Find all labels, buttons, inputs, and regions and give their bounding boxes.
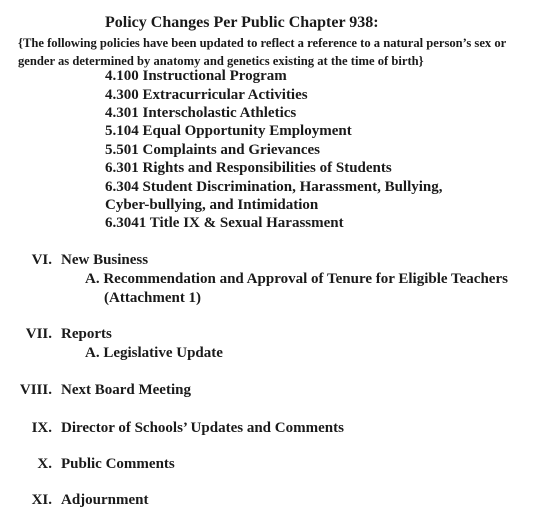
section-number: VI.	[31, 252, 52, 268]
section-number: X.	[37, 456, 52, 472]
policy-item: 6.304 Student Discrimination, Harassment, Bullying,	[105, 179, 443, 195]
section-title-adjournment: Adjournment	[61, 492, 149, 508]
policy-item: 4.300 Extracurricular Activities	[105, 87, 308, 103]
section-number: IX.	[31, 420, 52, 436]
section-number: VII.	[25, 326, 52, 342]
section-subitem: A. Recommendation and Approval of Tenure for Eligible Teachers	[85, 271, 508, 287]
policy-item: 6.3041 Title IX & Sexual Harassment	[105, 215, 344, 231]
section-subitem-continuation: (Attachment 1)	[104, 290, 202, 306]
section-title-new-business: New Business	[61, 252, 149, 268]
policy-item: 4.100 Instructional Program	[105, 68, 287, 84]
section-number: VIII.	[19, 382, 52, 398]
section-title-director-updates: Director of Schools’ Updates and Comments	[61, 420, 344, 436]
policy-item: 4.301 Interscholastic Athletics	[105, 105, 297, 121]
policy-note-line-1: {The following policies have been updated to reflect a reference to a natural person’s sex or	[18, 36, 507, 50]
policy-note-line-2: gender as determined by anatomy and genetics existing at the time of birth}	[18, 54, 424, 68]
policy-item: 6.301 Rights and Responsibilities of Students	[105, 160, 392, 176]
policy-item-continuation: Cyber-bullying, and Intimidation	[105, 197, 319, 213]
policy-item: 5.104 Equal Opportunity Employment	[105, 123, 352, 139]
policy-item: 5.501 Complaints and Grievances	[105, 142, 321, 158]
section-title-next-board-meeting: Next Board Meeting	[61, 382, 191, 398]
policy-changes-heading: Policy Changes Per Public Chapter 938:	[105, 14, 379, 31]
section-number: XI.	[31, 492, 52, 508]
section-subitem: A. Legislative Update	[85, 345, 223, 361]
section-title-reports: Reports	[61, 326, 112, 342]
section-title-public-comments: Public Comments	[61, 456, 175, 472]
